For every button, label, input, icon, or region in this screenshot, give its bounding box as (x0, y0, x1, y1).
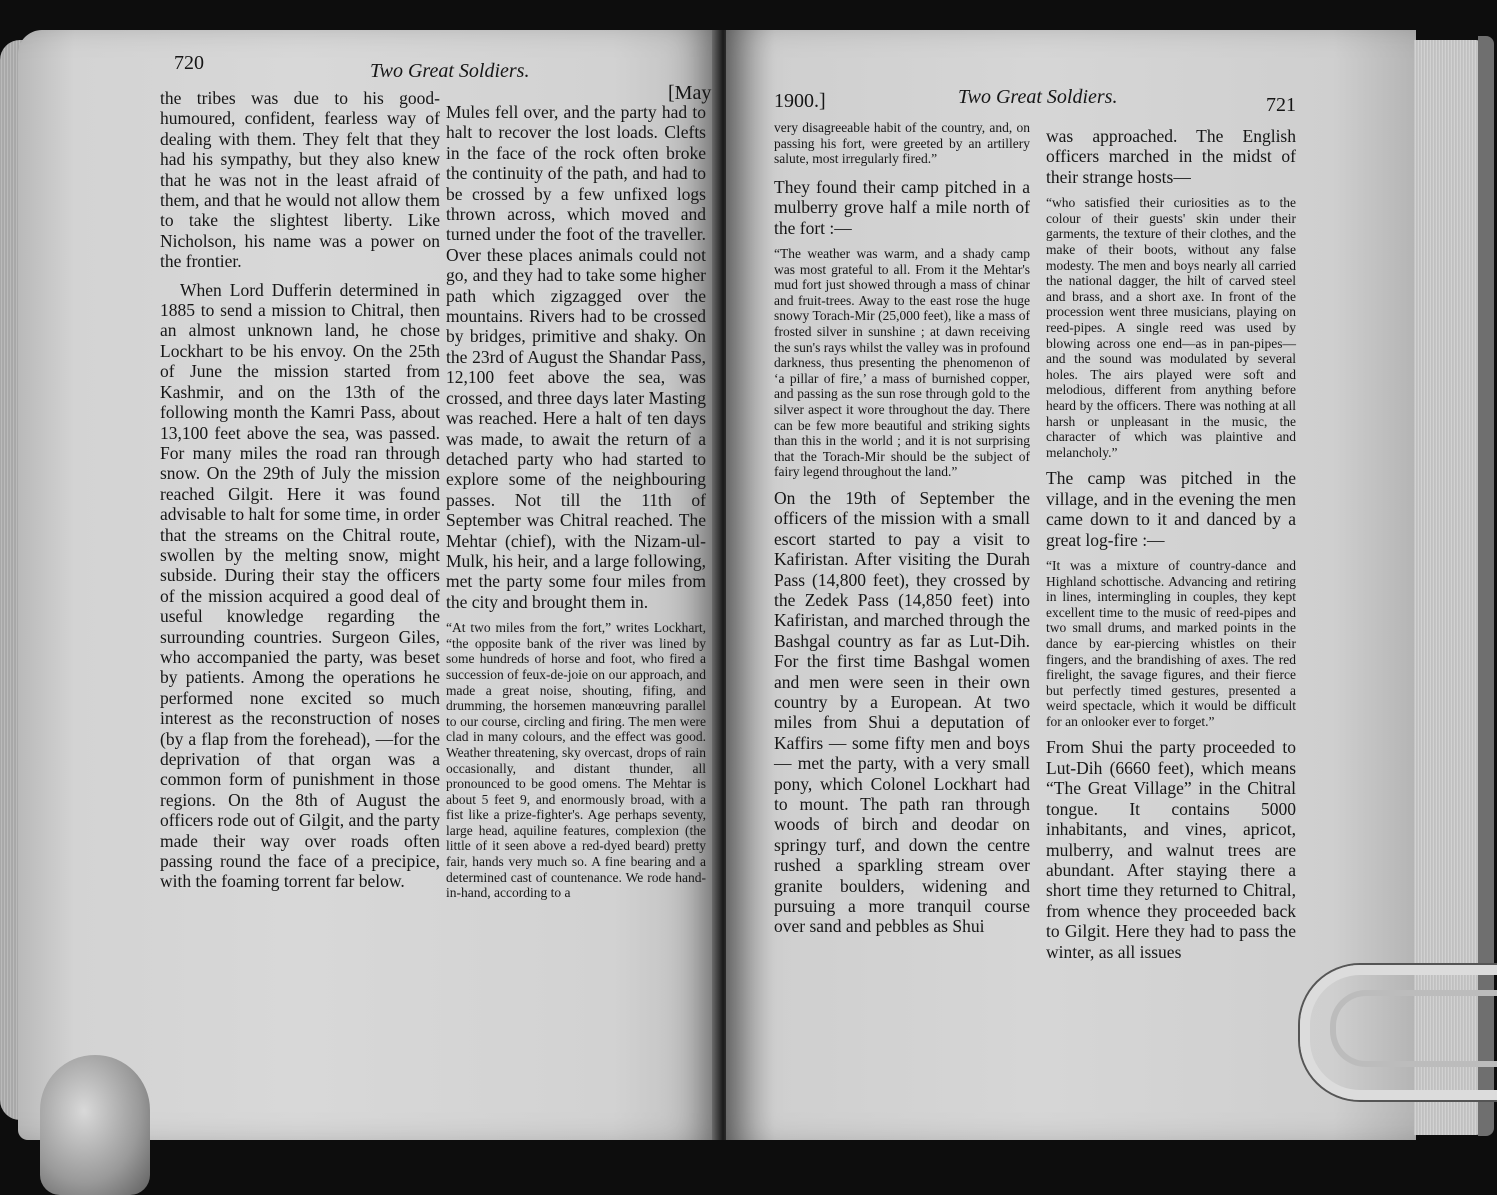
right-col2-para-3: From Shui the party proceeded to Lut-Dih (6660 feet), which means “The Great Village” in the Chitral tongue. It contains 5000 inhabitants, and vines, apricot, mulberry, and walnut trees are abundant. After staying there a short time they returned to Chitral, from whence they proceeded back to Gilgit. Here they had to pass the winter, as all issues (1046, 737, 1296, 962)
left-col2-quote: “At two miles from the fort,” writes Lockhart, “the opposite bank of the river was lined by some hundreds of horse and foot, who fired a succession of feux-de-joie on our approach, and made a great noise, shouting, fifing, and drumming, the horsemen manœuvring parallel to our course, circling and firing. The men were clad in many colours, and the effect was good. Weather threatening, sky overcast, drops of rain occasionally, and distant thunder, all pronounced to be good omens. The Mehtar is about 5 feet 9, and enormously broad, with a fist like a prize-fighter's. Age perhaps seventy, large head, aquiline features, complexion (the little of it seen above a red-dyed beard) pretty fair, hands very much so. A fine bearing and a determined cast of countenance. We rode hand-in-hand, according to a (446, 620, 706, 901)
binder-clip-inner (1330, 990, 1497, 1067)
right-column-1 (774, 120, 1030, 945)
left-page (18, 30, 718, 1140)
right-col2-quote-2: “It was a mixture of country-dance and Highland schottische. Advancing and retiring in lines, intermingling in couples, they kept excellent time to the music of reed-pipes and two small drums, and marked points in the dance by ear-piercing whistles on their fingers, and the brandishing of axes. The red firelight, the savage figures, and their fierce but perfectly timed gestures, presented a weird spectacle, which it would be difficult for an onlooker ever to forget.” (1046, 557, 1296, 729)
left-column-1 (160, 88, 440, 900)
right-col1-quote-2: “The weather was warm, and a shady camp was most grateful to all. From it the Mehtar's mud fort just showed through a mass of chinar and fruit-trees. Away to the east rose the huge snowy Torach-Mir (25,000 feet), like a mass of frosted silver in sunshine ; at dawn receiving the sun's rays whilst the valley was in profound darkness, thus presenting the phenomenon of ‘a pillar of fire,’ a mass of burnished copper, and passing as the sun rose through gold to the silver aspect it wore throughout the day. There can be few more beautiful and striking sights than this in the world ; and it is not surprising that the Torach-Mir should be the subject of fairy legend throughout the land.” (774, 246, 1030, 480)
right-col2-quote-1: “who satisfied their curiosities as to the colour of their guests' skin under their garments, the texture of their clothes, and the make of their boots, without any false modesty. The men and boys nearly all carried the national dagger, the hilt of carved steel and brass, and a short axe. In front of the procession went three musicians, playing on reed-pipes. A single reed was used by blowing across one end—as in pan-pipes—and the sound was modulated by several holes. The airs played were soft and melodious, different from anything before heard by the officers. There was nothing at all harsh or unpleasant in the music, the character of which was plaintive and melancholy.” (1046, 195, 1296, 460)
right-page (726, 30, 1416, 1140)
left-col1-para-1: the tribes was due to his good-humoured, confident, fearless way of dealing with them. They felt that they had his sympathy, but they also knew that he was not in the least afraid of them, and that he would not allow them to take the slightest liberty. Like Nicholson, his name was a power on the frontier. (160, 88, 440, 272)
right-running-title: Two Great Soldiers. (958, 86, 1118, 108)
left-page-number: 720 (174, 52, 204, 74)
right-col1-para-2: On the 19th of September the officers of the mission with a small escort started to pay a visit to Kafiristan. After visiting the Durah Pass (14,800 feet), they crossed by the Zedek Pass (14,850 feet) into Kafiristan, and marched through the Bashgal country as far as Lut-Dih. For the first time Bashgal women and men were seen in their own country by a European. At two miles from Shui a deputation of Kaffirs — some fifty men and boys — met the party, with a very small pony, which Colonel Lockhart had to mount. The path ran through woods of birch and deodar on springy turf, and down the centre rushed a sparkling stream over granite boulders, widening and pursuing a more tranquil course over sand and pebbles as Shui (774, 487, 1030, 937)
left-date-bracket: [May (668, 82, 712, 104)
right-col2-para-1: was approached. The English officers marched in the midst of their strange hosts— (1046, 126, 1296, 187)
right-col1-quote-top: very disagreeable habit of the country, and, on passing his fort, were greeted by an artillery salute, most irregularly fired.” (774, 120, 1030, 167)
left-col2-para: Mules fell over, and the party had to halt to recover the lost loads. Clefts in the face of the rock often broke the continuity of the path, and had to be crossed by a few unfixed logs thrown across, which moved and turned under the foot of the traveller. Over these places animals could not go, and they had to take some higher path which zigzagged over the mountains. Rivers had to be crossed by bridges, primitive and shaky. On the 23rd of August the Shandar Pass, 12,100 feet above the sea, was crossed, and three days later Masting was reached. Here a halt of ten days was made, to await the return of a detached party who had started to explore some of the neighbouring passes. Not till the 11th of September was Chitral reached. The Mehtar (chief), with the Nizam-ul-Mulk, his heir, and a large following, met the party some four miles from the city and brought them in. (446, 102, 706, 612)
left-column-2 (446, 102, 706, 909)
left-col1-para-2: When Lord Dufferin determined in 1885 to send a mission to Chitral, then an almost unknown land, he chose Lockhart to be his envoy. On the 25th of June the mission started from Kashmir, and on the 13th of the following month the Kamri Pass, about 13,100 feet above the sea, was passed. For many miles the road ran through snow. On the 29th of July the mission reached Gilgit. Here it was found advisable to halt for some time, in order that the streams on the Chitral route, swollen by the melting snow, might subside. During their stay the officers of the mission acquired a good deal of useful knowledge regarding the surrounding countries. Surgeon Giles, who accompanied the party, was beset by patients. Among the operations he performed none excited so much interest as the reconstruction of noses (by a flap from the forehead), —for the deprivation of that organ was a common form of punishment in those regions. On the 8th of August the officers rode out of Gilgit, and the party made their way over roads often passing round the face of a precipice, with the foaming torrent far below. (160, 279, 440, 892)
right-col1-para-1: They found their camp pitched in a mulberry grove half a mile north of the fort :— (774, 176, 1030, 238)
right-col2-para-2: The camp was pitched in the village, and in the evening the men came down to it and danced by a great log-fire :— (1046, 468, 1296, 550)
right-date-bracket: 1900.] (774, 90, 826, 112)
right-page-number: 721 (1266, 94, 1296, 116)
thumb (40, 1055, 150, 1195)
right-column-2 (1046, 126, 1296, 970)
left-running-title: Two Great Soldiers. (370, 60, 530, 82)
